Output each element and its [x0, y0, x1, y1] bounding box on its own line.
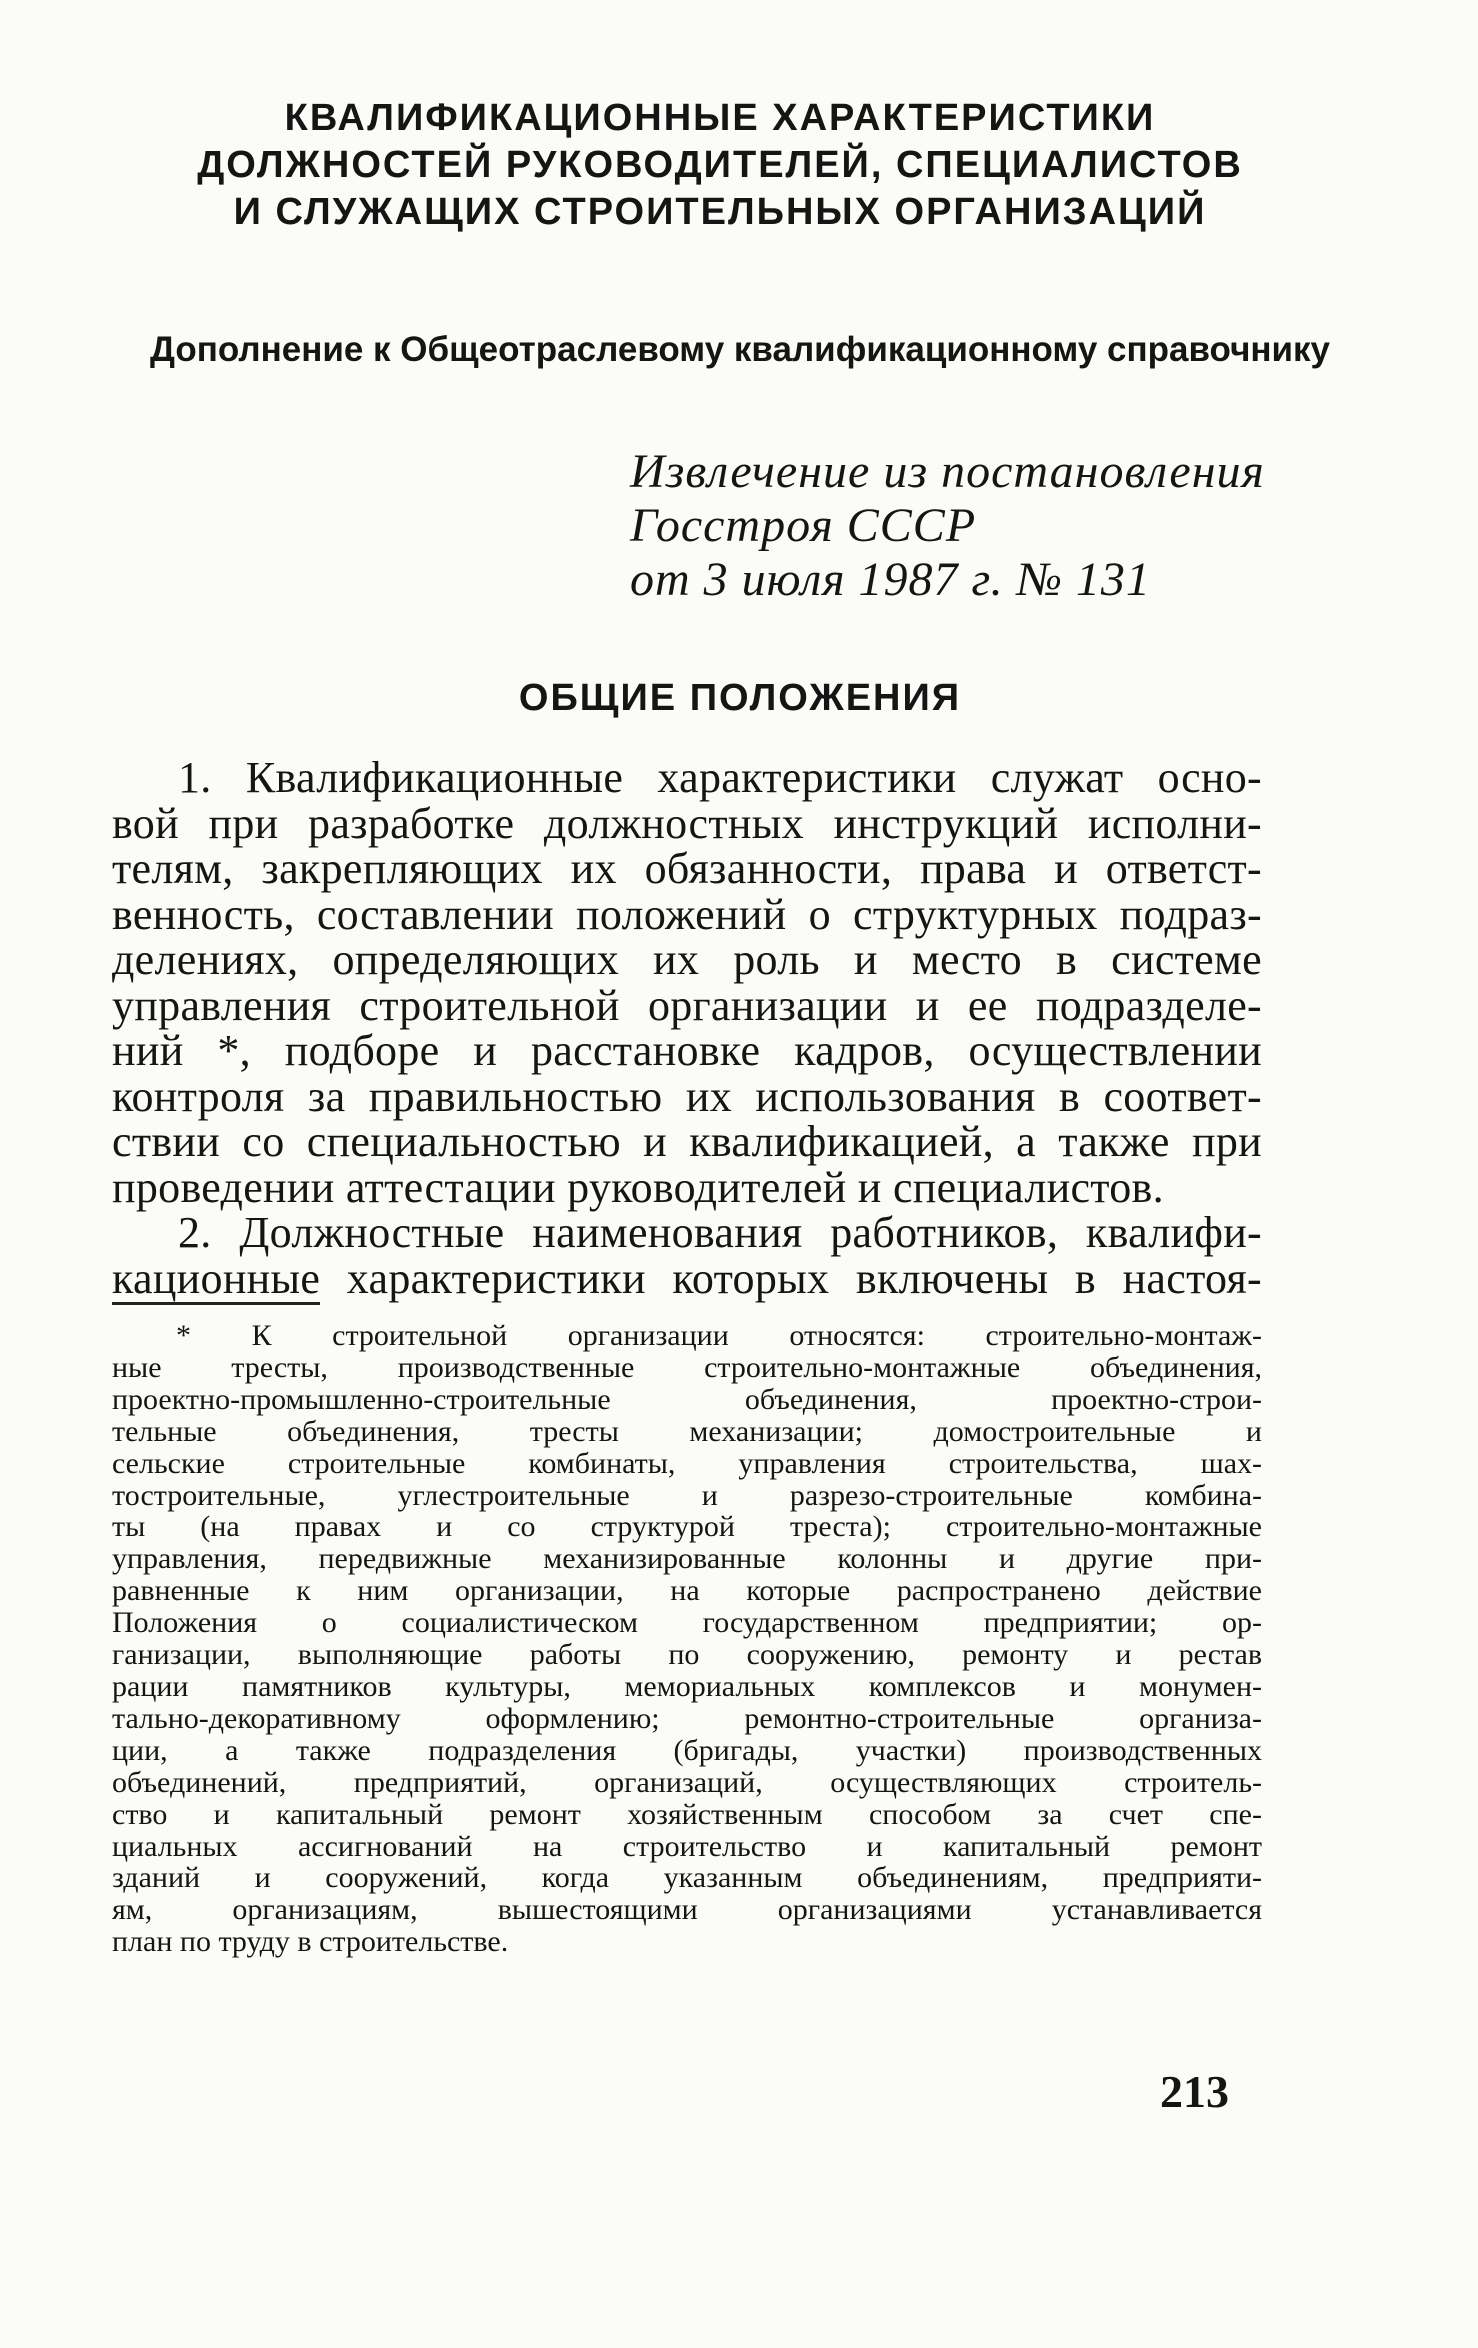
body-line: кационные характеристики которых включены в настоя- — [112, 1253, 1262, 1303]
body-line: делениях, определяющих их роль и место в системе — [112, 935, 1262, 984]
footnote-line: план по труду в строительстве. — [112, 1925, 509, 1959]
body-line: ствии со специальностью и квалификацией, а также при — [112, 1117, 1262, 1166]
body-line: ний *, подборе и расстановке кадров, осуществлении — [112, 1026, 1262, 1075]
title-line: КВАЛИФИКАЦИОННЫЕ ХАРАКТЕРИСТИКИ — [284, 97, 1156, 139]
footnote-line: тально-декоративному оформлению; ремонтно-строительные организа- — [112, 1701, 1262, 1735]
footnote-line: ты (на правах и со структурой треста); строительно-монтажные — [112, 1510, 1262, 1544]
extract-line: от 3 июля 1987 г. № 131 — [630, 553, 1151, 606]
footnote-line: ство и капитальный ремонт хозяйственным способом за счет спе- — [112, 1797, 1262, 1831]
footnote-line: тостроительные, углестроительные и разрезо-строительные комбина- — [112, 1478, 1262, 1512]
footnote-line: объединений, предприятий, организаций, осуществляющих строитель- — [112, 1765, 1262, 1799]
footnote-line: ганизации, выполняющие работы по сооружению, ремонту и рестав — [112, 1638, 1262, 1672]
extract-line: Госстроя СССР — [630, 499, 977, 552]
body-line: телям, закрепляющих их обязанности, права и ответст- — [112, 844, 1262, 893]
body-line: 2. Должностные наименования работников, квалифи- — [178, 1208, 1262, 1257]
footnote-line: сельские строительные комбинаты, управления строительства, шах- — [112, 1446, 1262, 1480]
footnote — [112, 1320, 1262, 1958]
footnote-line: зданий и сооружений, когда указанным объединениям, предприяти- — [112, 1861, 1262, 1895]
footnote-line: * К строительной организации относятся: строительно-монтаж- — [176, 1319, 1262, 1352]
body-line: управления строительной организации и ее подразделе- — [112, 980, 1262, 1030]
footnote-line: управления, передвижные механизированные колонны и другие при- — [112, 1542, 1262, 1576]
body-line: венность, составлении положений о структурных подраз- — [112, 889, 1262, 939]
footnote-line: тельные объединения, тресты механизации; домостроительные и — [112, 1414, 1262, 1448]
page-number: 213 — [1160, 2066, 1229, 2117]
footnote-line: рации памятников культуры, мемориальных комплексов и монумен- — [112, 1669, 1262, 1703]
footnote-line: проектно-промышленно-строительные объединения, проектно-строи- — [112, 1382, 1262, 1416]
footnote-line: ные тресты, производственные строительно-монтажные объединения, — [112, 1350, 1262, 1384]
footnote-separator — [112, 1302, 320, 1305]
body-line: контроля за правильностью их использования в соответ- — [112, 1071, 1262, 1121]
decree-extract — [630, 445, 1265, 607]
document-title — [180, 95, 1260, 236]
document-subtitle: Дополнение к Общеотраслевому квалификационному справочнику — [149, 330, 1331, 369]
footnote-line: ям, организациям, вышестоящими организациями устанавливается — [112, 1893, 1262, 1927]
section-heading: ОБЩИЕ ПОЛОЖЕНИЯ — [518, 677, 962, 719]
footnote-line: ции, а также подразделения (бригады, участки) производственных — [112, 1733, 1262, 1767]
body-line: вой при разработке должностных инструкций исполни- — [112, 798, 1262, 848]
body-text — [112, 755, 1262, 1301]
footnote-line: равненные к ним организации, на которые распространено действие — [112, 1574, 1262, 1608]
footnote-line: циальных ассигнований на строительство и капитальный ремонт — [112, 1829, 1262, 1863]
body-line: проведении аттестации руководителей и специалистов. — [112, 1162, 1164, 1212]
body-line: 1. Квалификационные характеристики служат осно- — [178, 753, 1262, 802]
extract-line: Извлечение из постановления — [630, 445, 1265, 498]
footnote-line: Положения о социалистическом государственном предприятии; ор- — [112, 1606, 1262, 1640]
title-line: ДОЛЖНОСТЕЙ РУКОВОДИТЕЛЕЙ, СПЕЦИАЛИСТОВ — [197, 144, 1243, 186]
title-line: И СЛУЖАЩИХ СТРОИТЕЛЬНЫХ ОРГАНИЗАЦИЙ — [233, 191, 1207, 233]
